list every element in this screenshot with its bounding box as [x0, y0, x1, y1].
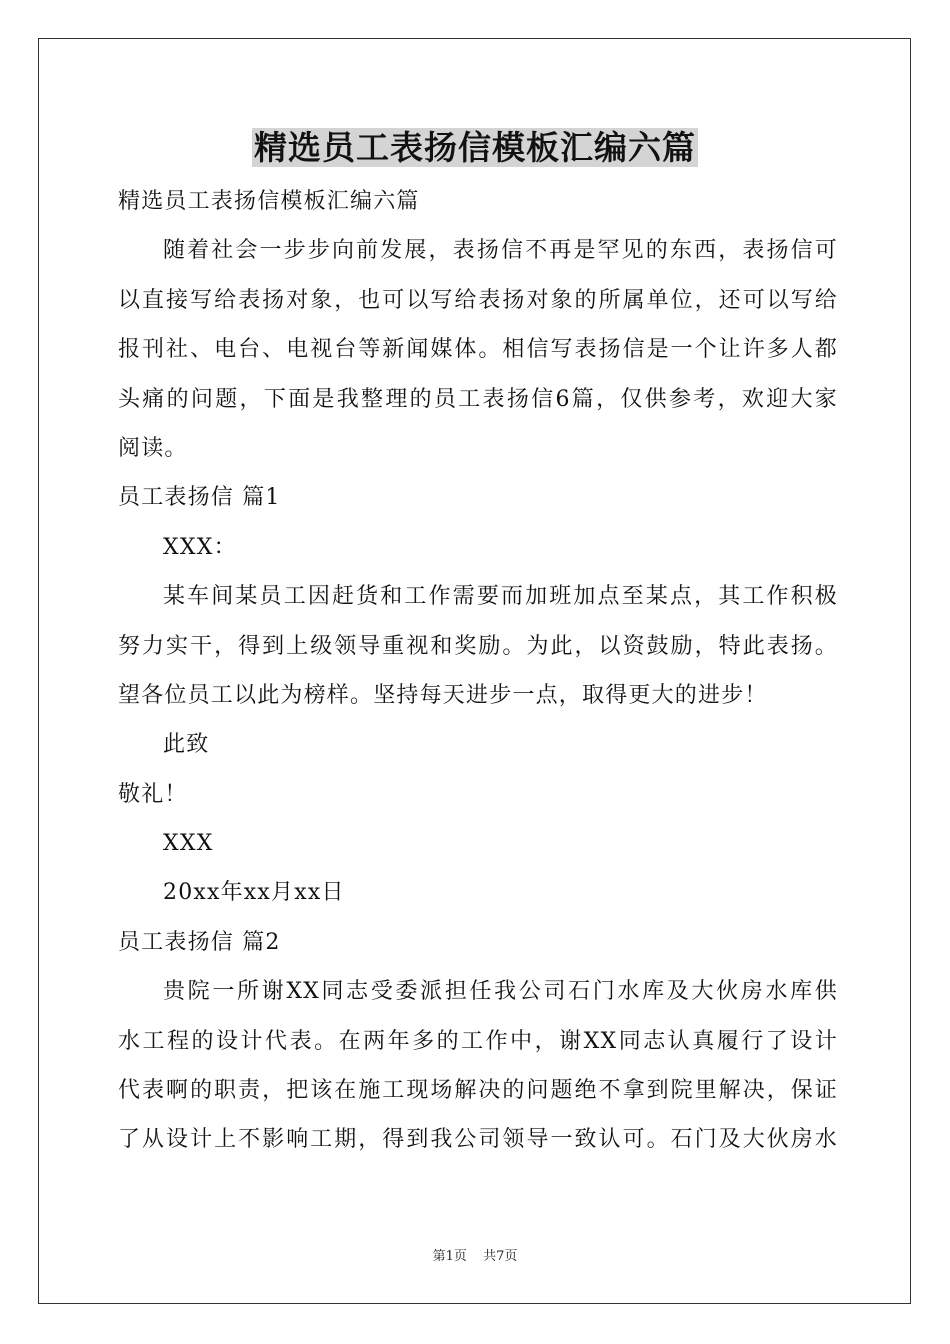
- paragraph-line: 精选员工表扬信模板汇编六篇: [118, 189, 420, 214]
- paragraph-line: 贵院一所谢XX同志受委派担任我公司石门水库及大伙房水库供: [163, 979, 838, 1005]
- paragraph-line: 某车间某员工因赶货和工作需要而加班加点至某点，其工作积极: [163, 584, 838, 610]
- paragraph-line: 员工表扬信 篇1: [118, 485, 281, 511]
- document-body: [118, 177, 838, 1165]
- paragraph-line: XXX：: [163, 534, 237, 560]
- page-number: 第1页: [432, 1249, 467, 1264]
- page-total: 共7页: [483, 1249, 518, 1264]
- paragraph-line: 员工表扬信 篇2: [118, 929, 281, 955]
- paragraph-line: XXX: [163, 831, 214, 857]
- paragraph-line: 头痛的问题，下面是我整理的员工表扬信6篇，仅供参考，欢迎大家: [118, 386, 838, 412]
- paragraph-line: 努力实干，得到上级领导重视和奖励。为此，以资鼓励，特此表扬。: [118, 633, 838, 659]
- paragraph-line: 此致: [163, 732, 210, 758]
- paragraph-line: 报刊社、电台、电视台等新闻媒体。相信写表扬信是一个让许多人都: [118, 337, 838, 363]
- paragraph-line: 敬礼！: [118, 781, 188, 807]
- paragraph-line: 20xx年xx月xx日: [163, 880, 345, 906]
- document-title-text: 精选员工表扬信模板汇编六篇: [254, 128, 696, 167]
- paragraph-line: 水工程的设计代表。在两年多的工作中，谢XX同志认真履行了设计: [118, 1028, 838, 1054]
- paragraph-line: 代表啊的职责，把该在施工现场解决的问题绝不拿到院里解决，保证: [118, 1078, 838, 1104]
- page-footer: [0, 1248, 950, 1266]
- paragraph-line: 以直接写给表扬对象，也可以写给表扬对象的所属单位，还可以写给: [118, 287, 838, 313]
- paragraph-line: 了从设计上不影响工期，得到我公司领导一致认可。石门及大伙房水: [118, 1127, 838, 1153]
- paragraph-line: 望各位员工以此为榜样。坚持每天进步一点，取得更大的进步！: [118, 682, 768, 708]
- document-title: [0, 126, 950, 170]
- paragraph-line: 阅读。: [118, 435, 188, 461]
- paragraph-line: 随着社会一步步向前发展，表扬信不再是罕见的东西，表扬信可: [163, 238, 838, 264]
